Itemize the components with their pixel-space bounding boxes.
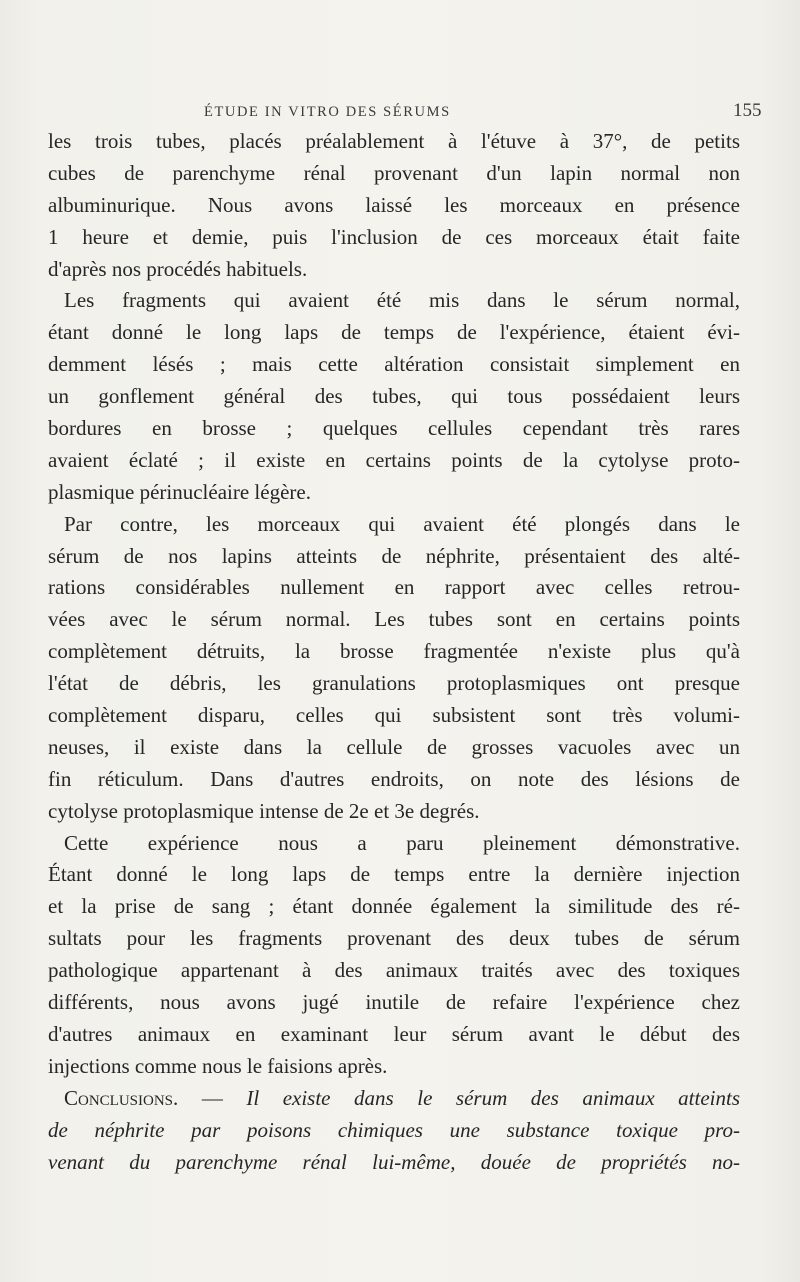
text-line: sultats pour les fragments provenant des deux tubes de sérum bbox=[48, 926, 740, 951]
text-line: un gonflement général des tubes, qui tous possédaient leurs bbox=[48, 384, 740, 409]
text-line: cubes de parenchyme rénal provenant d'un lapin normal non bbox=[48, 160, 740, 185]
text-line: neuses, il existe dans la cellule de grosses vacuoles avec un bbox=[48, 734, 740, 759]
text-line: d'après nos procédés habituels. bbox=[48, 256, 308, 281]
body-text bbox=[48, 126, 740, 1178]
text-line: pathologique appartenant à des animaux traités avec des toxiques bbox=[48, 958, 740, 983]
text-line: fin réticulum. Dans d'autres endroits, on note des lésions de bbox=[48, 766, 740, 791]
text-line: étant donné le long laps de temps de l'expérience, étaient évi- bbox=[48, 320, 740, 345]
text-line: différents, nous avons jugé inutile de refaire l'expérience chez bbox=[48, 990, 740, 1015]
text-line: albuminurique. Nous avons laissé les morceaux en présence bbox=[48, 192, 740, 217]
text-line: sérum de nos lapins atteints de néphrite, présentaient des alté- bbox=[48, 543, 740, 568]
conclusion-dash: — bbox=[178, 1085, 247, 1110]
conclusion-line: de néphrite par poisons chimiques une substance toxique pro- bbox=[48, 1117, 740, 1142]
running-title: ÉTUDE IN VITRO DES SÉRUMS bbox=[204, 104, 451, 120]
text-line: Les fragments qui avaient été mis dans le sérum normal, bbox=[64, 288, 740, 313]
text-line: vées avec le sérum normal. Les tubes sont en certains points bbox=[48, 607, 740, 632]
text-line: Cette expérience nous a paru pleinement démonstrative. bbox=[64, 830, 740, 855]
text-line: complètement détruits, la brosse fragmentée n'existe plus qu'à bbox=[48, 639, 740, 664]
conclusion-label: Conclusions. bbox=[64, 1085, 179, 1110]
page-number: 155 bbox=[733, 100, 762, 121]
text-line: et la prise de sang ; étant donnée également la similitude des ré- bbox=[48, 894, 740, 919]
text-line: les trois tubes, placés préalablement à l'étuve à 37°, de petits bbox=[48, 129, 740, 153]
conclusion-line: venant du parenchyme rénal lui-même, douée de propriétés no- bbox=[48, 1149, 740, 1174]
text-line: l'état de débris, les granulations protoplasmiques ont presque bbox=[48, 671, 740, 696]
text-line: injections comme nous le faisions après. bbox=[48, 1053, 388, 1078]
text-line: avaient éclaté ; il existe en certains points de la cytolyse proto- bbox=[48, 447, 740, 472]
text-line: demment lésés ; mais cette altération consistait simplement en bbox=[48, 352, 740, 377]
text-line: Par contre, les morceaux qui avaient été plongés dans le bbox=[64, 511, 740, 536]
text-line: complètement disparu, celles qui subsistent sont très volumi- bbox=[48, 703, 740, 728]
text-line: d'autres animaux en examinant leur sérum avant le début des bbox=[48, 1021, 740, 1046]
conclusion-line bbox=[48, 1083, 740, 1115]
text-line: 1 heure et demie, puis l'inclusion de ces morceaux était faite bbox=[48, 224, 740, 249]
text-line: cytolyse protoplasmique intense de 2e et 3e degrés. bbox=[48, 798, 480, 823]
text-line: Étant donné le long laps de temps entre la dernière injection bbox=[48, 862, 740, 887]
text-line: bordures en brosse ; quelques cellules cependant très rares bbox=[48, 416, 740, 441]
text-line: plasmique périnucléaire légère. bbox=[48, 479, 311, 504]
conclusion-text: Il existe dans le sérum des animaux atteints bbox=[246, 1085, 740, 1110]
text-line: rations considérables nullement en rapport avec celles retrou- bbox=[48, 575, 740, 600]
